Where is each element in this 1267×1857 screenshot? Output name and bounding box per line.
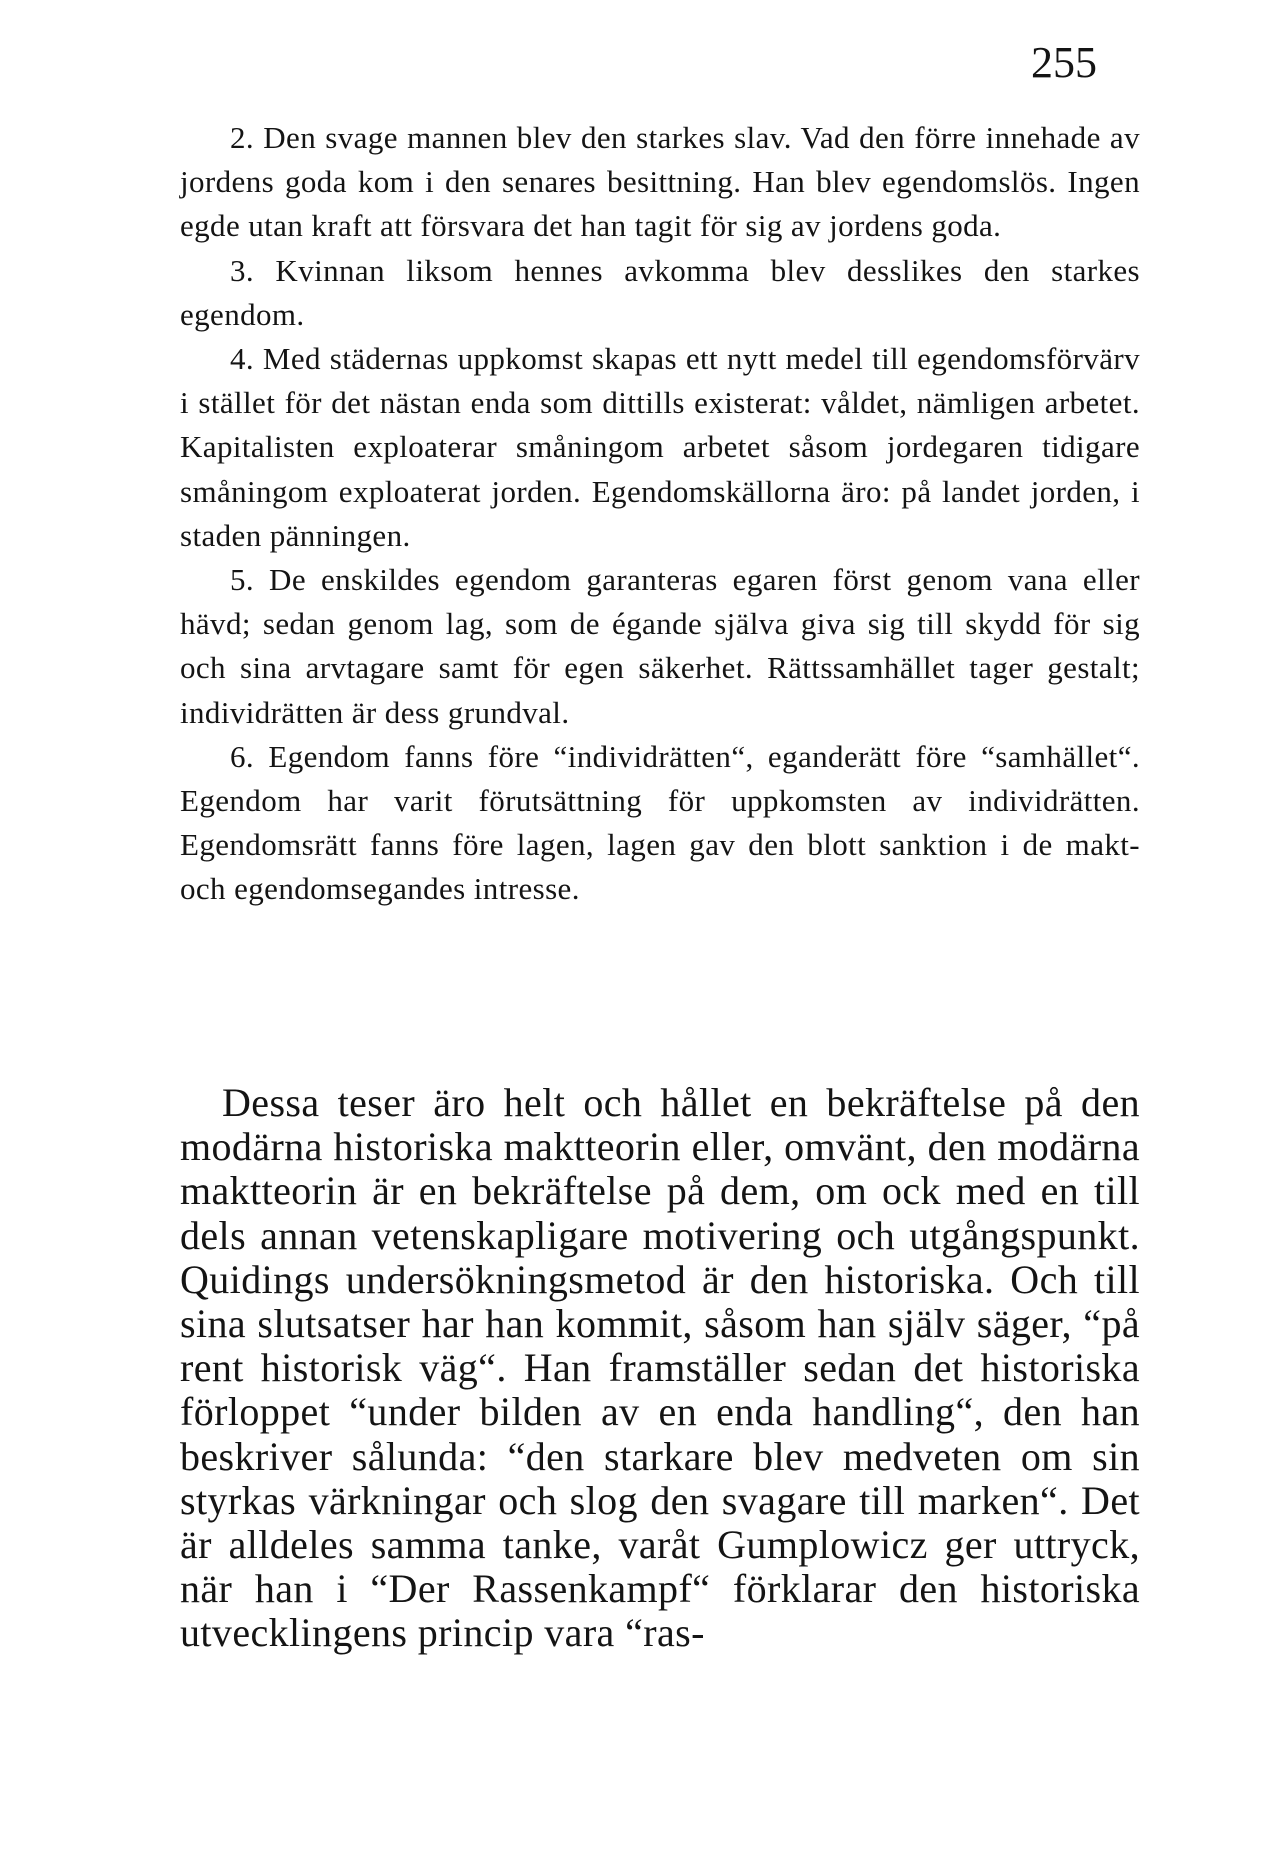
thesis-item: [180, 735, 1140, 912]
thesis-text: Kvinnan liksom hennes avkomma blev desslikes den starkes egendom.: [180, 252, 1140, 332]
body-paragraph: Dessa teser äro helt och hållet en bekräftelse på den modärna historiska maktteorin eller, omvänt, den modärna maktteorin är en bekräftelse på dem, om ock med en till dels annan vetenskapligare motivering och utgångspunkt. Quidings undersökningsmetod är den historiska. Och till sina slutsatser har han kommit, såsom han själv säger, “på rent historisk väg“. Han framställer sedan det historiska förloppet “under bilden av en enda handling“, den han beskriver sålunda: “den starkare blev medveten om sin styrkas värkningar och slog den svagare till marken“. Det är alldeles samma tanke, varåt Gumplowicz ger uttryck, när han i “Der Rassenkampf“ förklarar den historiska utvecklingens princip vara “ras-: [180, 1080, 1140, 1656]
thesis-number: 5.: [230, 562, 255, 598]
thesis-item: [180, 337, 1140, 558]
thesis-number: 6.: [230, 738, 255, 774]
thesis-text: Med städernas uppkomst skapas ett nytt medel till egendomsförvärv i stället för det nästan enda som dittills existerat: våldet, nämligen arbetet. Kapitalisten exploaterar småningom arbetet såsom jordegaren tidigare småningom exploaterat jorden. Egendomskällorna äro: på landet jorden, i staden pänningen.: [180, 341, 1140, 553]
thesis-item: [180, 558, 1140, 735]
thesis-number: 2.: [230, 120, 255, 155]
thesis-text: Den svage mannen blev den starkes slav. Vad den förre innehade av jordens goda kom i den senares besittning. Han blev egendomslös. Ingen egde utan kraft att försvara det han tagit för sig av jordens goda.: [180, 120, 1140, 244]
thesis-text: Egendom fanns före “individrätten“, eganderätt före “samhället“. Egendom har varit förutsättning för uppkomsten av individrätten. Egendomsrätt fanns före lagen, lagen gav den blott sanktion i de makt- och egendomsegandes intresse.: [180, 738, 1140, 907]
thesis-item: [180, 249, 1140, 337]
thesis-number: 3.: [230, 252, 255, 288]
theses-list: [180, 116, 1140, 912]
thesis-text: De enskildes egendom garanteras egaren först genom vana eller hävd; sedan genom lag, som de égande själva giva sig till skydd för sig och sina arvtagare samt för egen säkerhet. Rättssamhället tager gestalt; individrätten är dess grundval.: [180, 562, 1140, 730]
thesis-item: [180, 116, 1140, 249]
thesis-number: 4.: [230, 341, 255, 377]
page-number: 255: [1031, 38, 1097, 87]
